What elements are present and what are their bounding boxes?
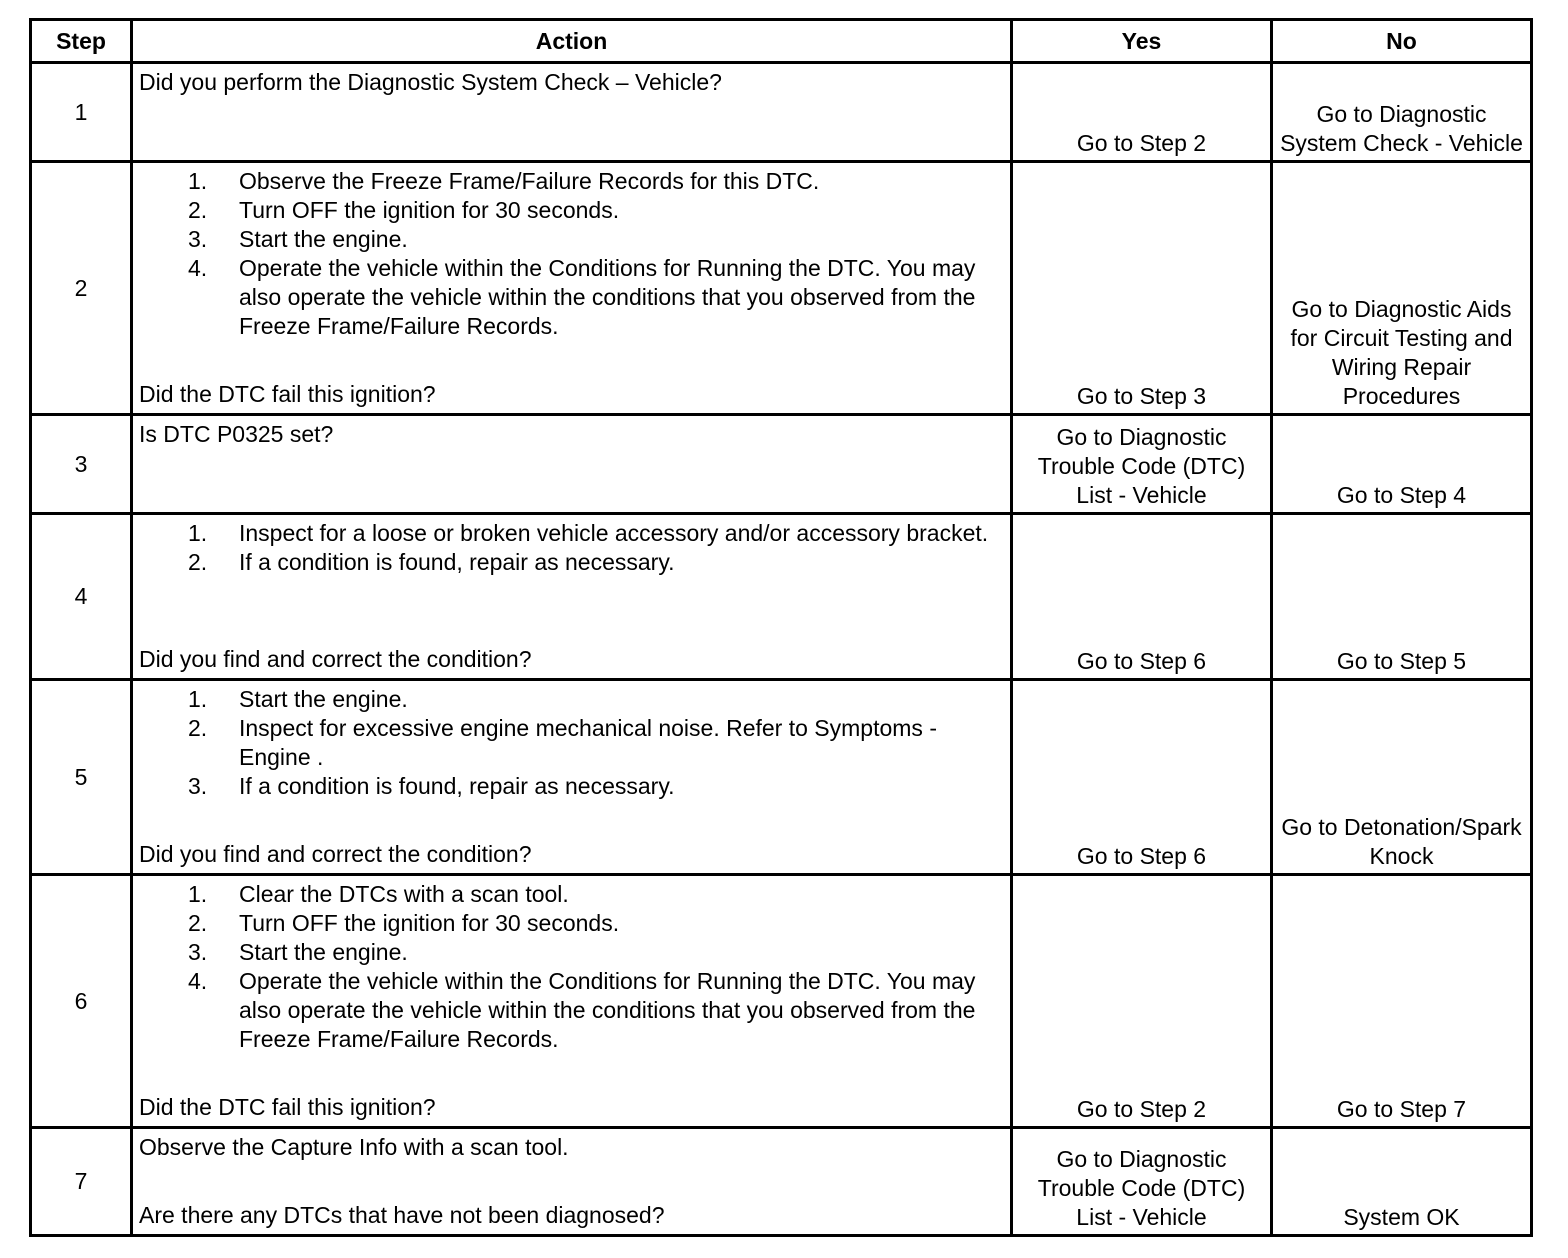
table-row xyxy=(31,415,1532,514)
no-cell: Go to Detonation/Spark Knock xyxy=(1272,680,1532,875)
no-cell: Go to Step 5 xyxy=(1272,514,1532,680)
action-list xyxy=(139,519,998,577)
no-cell: Go to Step 4 xyxy=(1272,415,1532,514)
header-action: Action xyxy=(132,20,1012,63)
list-item: 1. Start the engine. xyxy=(188,686,408,712)
step-number: 5 xyxy=(31,680,132,875)
step-number: 4 xyxy=(31,514,132,680)
action-question: Did the DTC fail this ignition? xyxy=(139,381,436,407)
action-question: Did you find and correct the condition? xyxy=(139,841,532,867)
no-cell: Go to Diagnostic Aids for Circuit Testing and Wiring Repair Procedures xyxy=(1272,162,1532,415)
table-row xyxy=(31,875,1532,1128)
action-list xyxy=(139,880,998,1054)
action-cell xyxy=(132,1128,1012,1236)
list-item: 1. Observe the Freeze Frame/Failure Records for this DTC. xyxy=(188,168,820,194)
list-item: 2. Turn OFF the ignition for 30 seconds. xyxy=(188,910,620,936)
action-intro: Observe the Capture Info with a scan tool. xyxy=(139,1134,569,1160)
step-number: 2 xyxy=(31,162,132,415)
action-cell xyxy=(132,415,1012,514)
action-cell xyxy=(132,63,1012,162)
table-row xyxy=(31,680,1532,875)
header-no: No xyxy=(1272,20,1532,63)
list-item: 3. If a condition is found, repair as necessary. xyxy=(188,773,675,799)
list-item: 1. Inspect for a loose or broken vehicle accessory and/or accessory bracket. xyxy=(188,520,989,546)
yes-cell: Go to Step 2 xyxy=(1012,875,1272,1128)
list-item: 3. Start the engine. xyxy=(188,226,408,252)
yes-cell: Go to Step 2 xyxy=(1012,63,1272,162)
list-item: 1. Clear the DTCs with a scan tool. xyxy=(188,881,569,907)
no-cell: Go to Diagnostic System Check - Vehicle xyxy=(1272,63,1532,162)
action-cell xyxy=(132,514,1012,680)
step-number: 7 xyxy=(31,1128,132,1236)
table-row xyxy=(31,514,1532,680)
diagnostic-table xyxy=(29,18,1533,1237)
header-yes: Yes xyxy=(1012,20,1272,63)
action-list xyxy=(139,685,998,801)
yes-cell: Go to Step 6 xyxy=(1012,514,1272,680)
list-item: 4. Operate the vehicle within the Conditions for Running the DTC. You may also operate the vehicle within the conditions that you observed from the Freeze Frame/Failure Records. xyxy=(188,968,976,1052)
action-question: Did you perform the Diagnostic System Check – Vehicle? xyxy=(139,69,722,95)
list-item: 3. Start the engine. xyxy=(188,939,408,965)
action-question: Are there any DTCs that have not been diagnosed? xyxy=(139,1202,665,1228)
list-item: 4. Operate the vehicle within the Conditions for Running the DTC. You may also operate the vehicle within the conditions that you observed from the Freeze Frame/Failure Records. xyxy=(188,255,976,339)
yes-cell: Go to Step 3 xyxy=(1012,162,1272,415)
yes-cell: Go to Step 6 xyxy=(1012,680,1272,875)
header-step: Step xyxy=(31,20,132,63)
table-row xyxy=(31,63,1532,162)
action-cell xyxy=(132,162,1012,415)
no-cell: Go to Step 7 xyxy=(1272,875,1532,1128)
header-row xyxy=(31,20,1532,63)
action-question: Did the DTC fail this ignition? xyxy=(139,1094,436,1120)
list-item: 2. Inspect for excessive engine mechanical noise. Refer to Symptoms - Engine . xyxy=(188,715,937,770)
no-cell: System OK xyxy=(1272,1128,1532,1236)
action-cell xyxy=(132,875,1012,1128)
step-number: 1 xyxy=(31,63,132,162)
action-question: Is DTC P0325 set? xyxy=(139,421,334,447)
list-item: 2. Turn OFF the ignition for 30 seconds. xyxy=(188,197,620,223)
list-item: 2. If a condition is found, repair as necessary. xyxy=(188,549,675,575)
action-list xyxy=(139,167,998,341)
step-number: 6 xyxy=(31,875,132,1128)
action-cell xyxy=(132,680,1012,875)
yes-cell: Go to Diagnostic Trouble Code (DTC) List - Vehicle xyxy=(1012,415,1272,514)
table-row xyxy=(31,1128,1532,1236)
action-question: Did you find and correct the condition? xyxy=(139,646,532,672)
table-row xyxy=(31,162,1532,415)
yes-cell: Go to Diagnostic Trouble Code (DTC) List - Vehicle xyxy=(1012,1128,1272,1236)
step-number: 3 xyxy=(31,415,132,514)
